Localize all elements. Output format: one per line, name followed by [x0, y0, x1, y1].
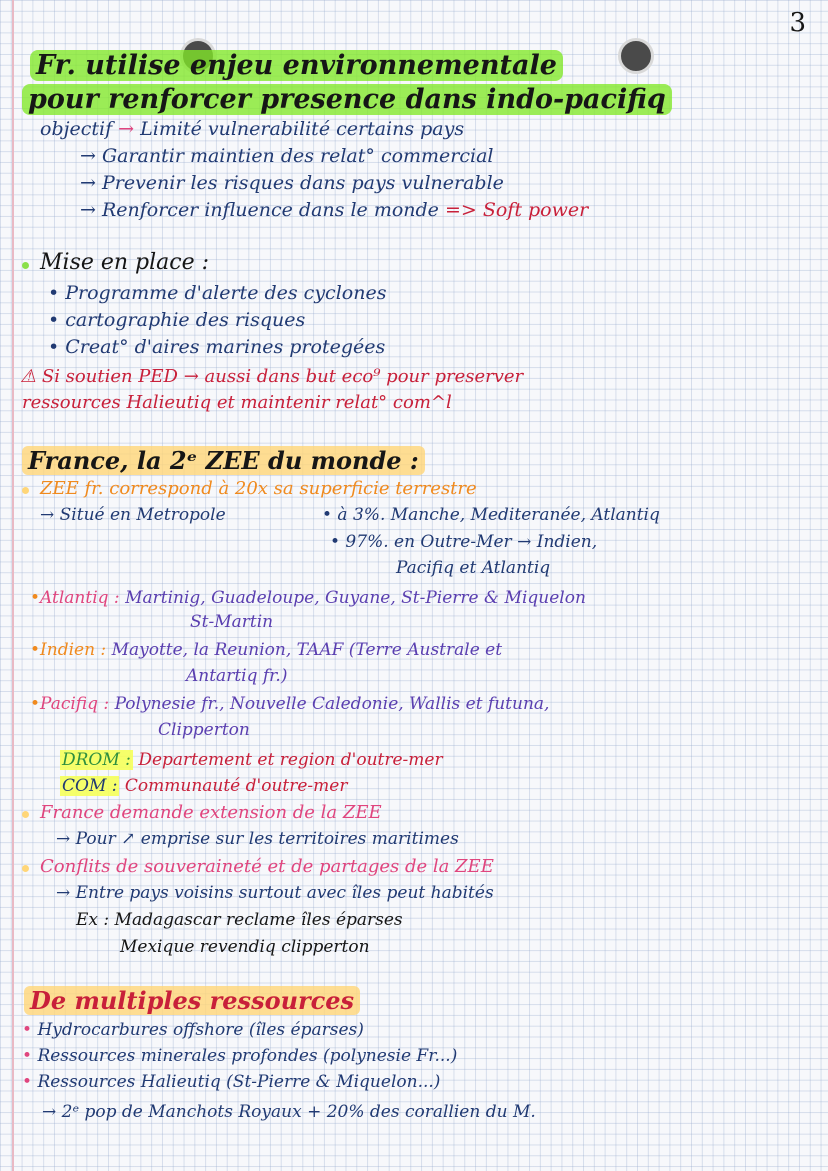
- warning-line-1: ⚠ Si soutien PED → aussi dans but eco⁹ pour preserver: [20, 366, 524, 387]
- ressources-bullet-1: • Hydrocarbures offshore (îles éparses): [22, 1020, 364, 1040]
- example-line-1: Ex : Madagascar reclame îles éparses: [76, 910, 403, 930]
- region-atlantiq: •Atlantiq : Martinig, Guadeloupe, Guyane, St-Pierre & Miquelon: [30, 588, 586, 608]
- objectif-line-2: → Garantir maintien des relat° commercial: [80, 145, 494, 167]
- ressources-bullet-3: • Ressources Halieutiq (St-Pierre & Miquelon...): [22, 1072, 441, 1092]
- mise-bullet-1: • Programme d'alerte des cyclones: [48, 282, 387, 304]
- section-bullet-zee: [22, 487, 29, 494]
- margin-line: [12, 0, 14, 1171]
- zee-line-2b: • à 3%. Manche, Mediteranée, Atlantiq: [322, 505, 660, 525]
- zee-line-3: • 97%. en Outre-Mer → Indien,: [330, 532, 598, 552]
- drom-definition: DROM : Departement et region d'outre-mer: [62, 750, 443, 770]
- conflict-line-1: Conflits de souveraineté et de partages de la ZEE: [40, 856, 494, 877]
- ressources-heading: De multiples ressources: [24, 986, 360, 1015]
- conflict-line-2: → Entre pays voisins surtout avec îles peut habités: [56, 883, 494, 903]
- objectif-line-1: objectif → Limité vulnerabilité certains pays: [40, 118, 465, 140]
- region-pacifiq: •Pacifiq : Polynesie fr., Nouvelle Caledonie, Wallis et futuna,: [30, 694, 550, 714]
- section-bullet-ext: [22, 811, 29, 818]
- warning-icon: ⚠: [20, 366, 37, 387]
- title-line-1: Fr. utilise enjeu environnementale: [30, 50, 563, 81]
- title-line-2: pour renforcer presence dans indo-pacifiq: [22, 84, 672, 115]
- zee-heading: France, la 2ᵉ ZEE du monde :: [22, 446, 425, 475]
- example-line-2: Mexique revendiq clipperton: [120, 937, 370, 957]
- section-bullet-conflict: [22, 865, 29, 872]
- zee-line-2: → Situé en Metropole: [40, 505, 226, 525]
- region-atlantiq-cont: St-Martin: [190, 612, 274, 632]
- ressources-bullet-2: • Ressources minerales profondes (polynesie Fr...): [22, 1046, 458, 1066]
- ressources-final: → 2ᵉ pop de Manchots Royaux + 20% des corallien du M.: [42, 1102, 536, 1122]
- region-pacifiq-cont: Clipperton: [158, 720, 250, 740]
- mise-bullet-2: • cartographie des risques: [48, 309, 306, 331]
- zee-line-4: Pacifiq et Atlantiq: [396, 558, 551, 578]
- punch-hole-right: [618, 38, 654, 74]
- mise-bullet-3: • Creat° d'aires marines protegées: [48, 336, 386, 358]
- objectif-line-4: → Renforcer influence dans le monde => Soft power: [80, 199, 589, 221]
- zee-line-1: ZEE fr. correspond à 20x sa superficie terrestre: [40, 478, 477, 499]
- com-definition: COM : Communauté d'outre-mer: [62, 776, 348, 796]
- region-indien-cont: Antartiq fr.): [186, 666, 288, 686]
- extension-line-2: → Pour ↗ emprise sur les territoires maritimes: [56, 829, 459, 849]
- page-number: 3: [789, 8, 806, 38]
- extension-line-1: France demande extension de la ZEE: [40, 802, 382, 823]
- mise-heading: Mise en place :: [40, 250, 210, 275]
- region-indien: •Indien : Mayotte, la Reunion, TAAF (Terre Australe et: [30, 640, 503, 660]
- objectif-line-3: → Prevenir les risques dans pays vulnerable: [80, 172, 504, 194]
- section-bullet-mise: [22, 262, 29, 269]
- warning-line-2: ressources Halieutiq et maintenir relat° com^l: [22, 392, 452, 413]
